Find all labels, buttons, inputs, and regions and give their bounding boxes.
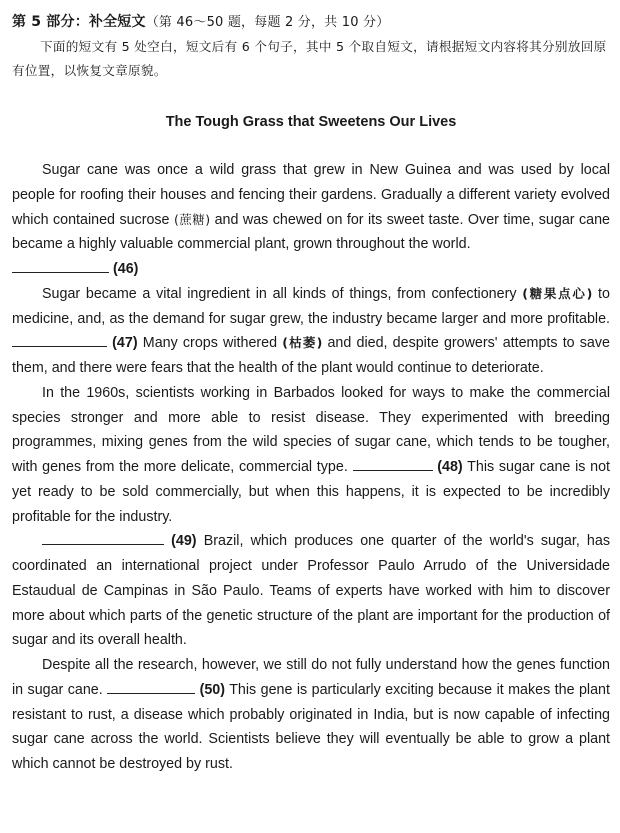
paragraph-2-text-b: to medicine, and, as the demand for sugar grew, the industry became larger and more profitable.: [12, 285, 610, 327]
article-title: The Tough Grass that Sweetens Our Lives: [165, 114, 457, 130]
instruction-text: 下面的短文有 5 处空白，短文后有 6 个句子，其中 5 个取自短文，请根据短文内容将其分别放回原有位置，以恢复文章原貌。: [12, 39, 607, 78]
paragraph-5-text-a: Despite all the research, however, we still do not fully understand how the genes function in sugar cane.: [12, 657, 610, 698]
paragraph-4: [12, 529, 610, 653]
section-label: 第 5 部分：补全短文: [12, 14, 146, 30]
gloss-withered: (枯萎): [282, 335, 323, 351]
question-number-46: (46): [112, 261, 139, 277]
answer-blank-50[interactable]: [107, 680, 195, 694]
question-number-49: (49): [171, 533, 197, 550]
paragraph-4-text-a: Brazil, which produces one quarter of the world's sugar, has coordinated an international project under Professor Paulo Arrudo of the Universidade Estaudual de Campinas in São Paulo. Teams of experts have worked with him to discover more about which parts of the genetic structure of the plant are important for the production of sugar and its overall health.: [12, 533, 610, 649]
answer-blank-48[interactable]: [353, 457, 433, 471]
paragraph-1: [12, 158, 610, 257]
paragraph-2-text-a: Sugar became a vital ingredient in all kinds of things, from confectionery: [42, 285, 523, 302]
paragraph-2: [12, 282, 610, 381]
question-number-48: (48): [437, 459, 463, 475]
answer-blank-49[interactable]: [42, 531, 164, 545]
paragraph-1-text-a: Sugar cane was once a wild grass that grew in New Guinea and was used by local people for roofing their houses and fencing their gardens. Gradually a different variety evolved which contained sucrose: [12, 162, 610, 228]
gloss-confectionery: (糖果点心): [522, 285, 593, 301]
paragraph-2-text-d: and died, despite growers' attempts to save them, and there were fears that the health of the plant would continue to deteriorate.: [12, 335, 610, 376]
paragraph-3-text-a: In the 1960s, scientists working in Barbados looked for ways to make the commercial species stronger and more able to resist disease. They experimented with breeding programmes, mixing genes from the wild species of sugar cane, which tends to be tougher, with genes from the more delicate, commercial type.: [12, 384, 610, 475]
article-body: [12, 158, 610, 777]
paragraph-5-text-b: This gene is particularly exciting because it makes the plant resistant to rust, a disease which probably originated in India, but is now capable of infecting sugar cane across the world. Scientists believe they will eventually be able to grow a plant which cannot be destroyed by rust.: [12, 681, 610, 772]
paragraph-3-text-b: This sugar cane is not yet ready to be sold commercially, but when this happens, it is expected to be incredibly profitable for the industry.: [12, 459, 611, 525]
question-number-47: (47): [112, 335, 138, 352]
section-heading: [12, 10, 610, 35]
question-number-50: (50): [199, 681, 226, 698]
paragraph-2-text-c: Many crops withered: [137, 335, 283, 352]
answer-blank-47[interactable]: [12, 333, 107, 347]
blank-line-46: [12, 257, 610, 282]
section-note: （第 46～50 题，每题 2 分，共 10 分）: [145, 15, 390, 30]
paragraph-3: [12, 381, 610, 530]
paragraph-1-text-b: and was chewed on for its sweet taste. Over time, sugar cane became a highly valuable commercial plant, grown throughout the world.: [12, 211, 610, 253]
paragraph-5: [12, 653, 610, 777]
answer-blank-46[interactable]: [12, 259, 109, 273]
gloss-sucrose: (蔗糖): [173, 211, 211, 227]
